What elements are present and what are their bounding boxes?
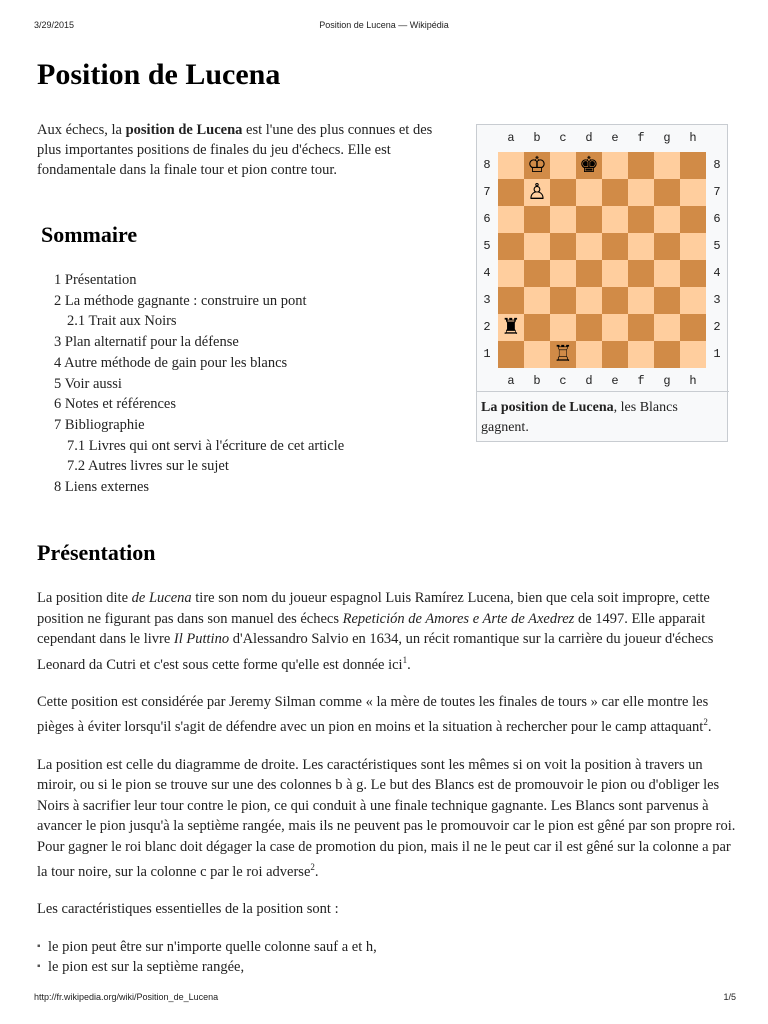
rank-label: 5 (713, 239, 721, 253)
rank-label: 4 (483, 266, 491, 280)
toc-item[interactable]: 2 La méthode gagnante : construire un pont (54, 292, 307, 309)
text-segment: . (707, 719, 712, 736)
toc-item[interactable]: 7 Bibliographie (54, 416, 145, 433)
board-square[interactable] (524, 152, 550, 179)
board-square[interactable] (654, 260, 680, 287)
file-label: a (507, 374, 515, 388)
file-label: d (585, 131, 593, 145)
board-square[interactable] (550, 179, 576, 206)
board-square[interactable] (654, 206, 680, 233)
board-square[interactable] (498, 206, 524, 233)
paragraph-3 (37, 755, 737, 883)
board-square[interactable] (550, 260, 576, 287)
file-label: f (637, 374, 645, 388)
board-square[interactable] (628, 287, 654, 314)
print-date: 3/29/2015 (34, 20, 75, 30)
intro-text-end: est l'une des plus connues et des plus importantes positions de finales du jeu d'échecs. Elle est fondamentale dans la finale tour et pion contre tour. (37, 122, 433, 178)
toc-item[interactable]: 3 Plan alternatif pour la défense (54, 334, 239, 351)
rank-label: 6 (713, 212, 721, 226)
chess-diagram-infobox (476, 124, 728, 442)
toc-item[interactable]: 8 Liens externes (54, 479, 150, 496)
reference-link[interactable]: 1 (402, 654, 408, 665)
bullet-icon: ▪ (37, 940, 41, 952)
board-square[interactable] (680, 260, 706, 287)
board-square[interactable] (654, 152, 680, 179)
white-rook-icon[interactable]: ♖ (553, 341, 573, 367)
board-square[interactable] (576, 233, 602, 260)
board-square[interactable] (498, 314, 524, 341)
file-label: c (559, 374, 567, 388)
board-square[interactable] (680, 341, 706, 368)
text-segment: de 1497. Elle apparait cependant dans le livre (37, 610, 706, 647)
text-segment: La position est celle du diagramme de droite. Les caractéristiques sont les mêmes si on voit la position à travers un miroir, ou si le pion se trouve sur une des colonnes b à g. Le but des Blancs est de promouvoir le pion ou d'obliger les Noirs à sacrifier leur tour contre le pion, ce qui conduit à une finale technique gagnante. Les Blancs sont parvenus à avancer le pion jusqu'à la septième rangée, mais ils ne peuvent pas le promouvoir car le pion est gêné par son propre roi. Pour gagner le roi blanc doit dégager la case de promotion du pion, mais il ne le peut car il est gêné sur la colonne a par la tour noire, sur la colonne c par le roi adverse (37, 756, 736, 880)
file-label: d (585, 374, 593, 388)
rank-label: 1 (713, 347, 721, 361)
rank-label: 7 (713, 185, 721, 199)
toc-item[interactable]: 2.1 Trait aux Noirs (67, 313, 177, 330)
board-square[interactable] (654, 314, 680, 341)
file-labels-bottom (477, 368, 729, 392)
file-label: c (559, 131, 567, 145)
board-square[interactable] (602, 206, 628, 233)
caption-text: , les Blancs gagnent. (481, 400, 678, 435)
board-square[interactable] (654, 233, 680, 260)
board-square[interactable] (498, 179, 524, 206)
board-square[interactable] (524, 341, 550, 368)
board-square[interactable] (524, 314, 550, 341)
file-label: h (689, 374, 697, 388)
text-segment: . (314, 863, 319, 880)
print-footer (0, 992, 768, 1006)
board-square[interactable] (602, 260, 628, 287)
board-square[interactable] (628, 179, 654, 206)
rank-label: 2 (713, 320, 721, 334)
rank-label: 2 (483, 320, 491, 334)
board-square[interactable] (680, 206, 706, 233)
board-square[interactable] (550, 152, 576, 179)
board-square[interactable] (680, 314, 706, 341)
toc-item[interactable]: 1 Présentation (54, 272, 137, 288)
board-square[interactable] (524, 179, 550, 206)
paragraph-2 (37, 692, 737, 738)
board-square[interactable] (602, 314, 628, 341)
toc-item[interactable]: 6 Notes et références (54, 396, 176, 413)
board-square[interactable] (576, 287, 602, 314)
board-square[interactable] (628, 152, 654, 179)
board-square[interactable] (498, 233, 524, 260)
board-square[interactable] (498, 260, 524, 287)
text-segment: La position dite (37, 590, 132, 606)
list-item (37, 937, 737, 957)
toc-item[interactable]: 7.1 Livres qui ont servi à l'écriture de cet article (67, 437, 345, 454)
black-king-icon[interactable]: ♚ (579, 152, 599, 178)
board-square[interactable] (602, 341, 628, 368)
board-square[interactable] (602, 287, 628, 314)
print-url: http://fr.wikipedia.org/wiki/Position_de_Lucena (34, 992, 219, 1002)
board-square[interactable] (576, 206, 602, 233)
file-label: f (637, 131, 645, 145)
board-square[interactable] (498, 152, 524, 179)
board-square[interactable] (498, 341, 524, 368)
characteristics-list (37, 937, 737, 977)
file-labels-top (477, 125, 729, 149)
board-square[interactable] (524, 233, 550, 260)
table-of-contents (54, 270, 344, 498)
text-segment: Cette position est considérée par Jeremy Silman comme « la mère de toutes les finales de tours » car elle montre les pièges à éviter lorsqu'il s'agit de défendre avec un pion en moins et la situation à rechercher pour le camp attaquant (37, 693, 709, 736)
diagram-caption (477, 391, 729, 438)
list-item-text: le pion peut être sur n'importe quelle colonne sauf a et h, (48, 938, 377, 955)
board-square[interactable] (628, 206, 654, 233)
text-segment: d'Alessandro Salvio en 1634, un récit romantique sur la carrière du joueur d'échecs Leonard da Cutri et c'est sous cette forme qu'elle est donnée ici (37, 631, 714, 673)
file-label: e (611, 374, 619, 388)
board-square[interactable] (680, 233, 706, 260)
board-square[interactable] (602, 179, 628, 206)
italic-title: Il Puttino (173, 631, 230, 647)
intro-bold-term: position de Lucena (125, 122, 243, 138)
board-square[interactable] (524, 287, 550, 314)
toc-item[interactable]: 4 Autre méthode de gain pour les blancs (54, 354, 288, 371)
board-square[interactable] (680, 179, 706, 206)
list-item (37, 957, 737, 977)
file-label: g (663, 374, 671, 388)
board-square[interactable] (524, 206, 550, 233)
board-square[interactable] (524, 260, 550, 287)
board-square[interactable] (576, 152, 602, 179)
board-square[interactable] (550, 314, 576, 341)
board-square[interactable] (498, 287, 524, 314)
board-square[interactable] (576, 314, 602, 341)
bullet-icon: ▪ (37, 960, 41, 972)
board-square[interactable] (680, 287, 706, 314)
board-square[interactable] (628, 233, 654, 260)
toc-item[interactable]: 7.2 Autres livres sur le sujet (67, 458, 229, 475)
board-square[interactable] (576, 260, 602, 287)
italic-title: Repetición de Amores e Arte de Axedrez (342, 610, 575, 627)
board-square[interactable] (680, 152, 706, 179)
board-square[interactable] (550, 287, 576, 314)
page-number: 1/5 (723, 992, 736, 1002)
file-label: g (663, 131, 671, 145)
rank-label: 1 (483, 347, 491, 361)
file-label: h (689, 131, 697, 145)
page-title: Position de Lucena (37, 58, 281, 91)
rank-label: 3 (483, 293, 491, 307)
paragraph-1 (37, 588, 737, 675)
white-pawn-icon[interactable]: ♙ (527, 179, 547, 205)
rank-label: 8 (483, 158, 491, 172)
toc-title: Sommaire (41, 222, 138, 247)
intro-paragraph (37, 120, 459, 180)
black-rook-icon[interactable]: ♜ (501, 314, 521, 340)
file-label: e (611, 131, 619, 145)
file-label: b (533, 131, 541, 145)
presentation-body (37, 588, 737, 977)
paragraph-4: Les caractéristiques essentielles de la position sont : (37, 901, 339, 918)
white-king-icon[interactable]: ♔ (527, 152, 547, 178)
reference-link[interactable]: 2 (703, 717, 708, 728)
caption-bold: La position de Lucena (481, 400, 614, 415)
list-item-text: le pion est sur la septième rangée, (48, 958, 245, 975)
file-label: b (533, 374, 541, 388)
rank-label: 8 (713, 158, 721, 172)
board-square[interactable] (628, 314, 654, 341)
rank-label: 6 (483, 212, 491, 226)
text-segment: . (407, 656, 411, 673)
board-square[interactable] (602, 152, 628, 179)
board-square[interactable] (550, 233, 576, 260)
rank-label: 7 (483, 185, 491, 199)
chessboard[interactable] (498, 152, 706, 368)
reference-link[interactable]: 2 (310, 862, 315, 873)
rank-label: 4 (713, 266, 721, 280)
board-square[interactable] (576, 341, 602, 368)
italic-title: de Lucena (131, 590, 192, 606)
print-title: Position de Lucena — Wikipédia (319, 20, 449, 30)
toc-item[interactable]: 5 Voir aussi (54, 375, 122, 392)
rank-label: 3 (713, 293, 721, 307)
board-square[interactable] (550, 341, 576, 368)
board-square[interactable] (576, 179, 602, 206)
board-square[interactable] (602, 233, 628, 260)
board-square[interactable] (550, 206, 576, 233)
text-segment: tire son nom du joueur espagnol Luis Ramírez Lucena, bien que cela soit impropre, cette position ne figurant pas dans son manuel des échecs (37, 590, 710, 627)
print-header (0, 20, 768, 34)
file-label: a (507, 131, 515, 145)
section-heading-presentation: Présentation (37, 540, 156, 565)
board-square[interactable] (654, 179, 680, 206)
rank-label: 5 (483, 239, 491, 253)
board-square[interactable] (654, 287, 680, 314)
board-square[interactable] (654, 341, 680, 368)
intro-text-start: Aux échecs, la (37, 122, 126, 138)
board-square[interactable] (628, 260, 654, 287)
board-square[interactable] (628, 341, 654, 368)
